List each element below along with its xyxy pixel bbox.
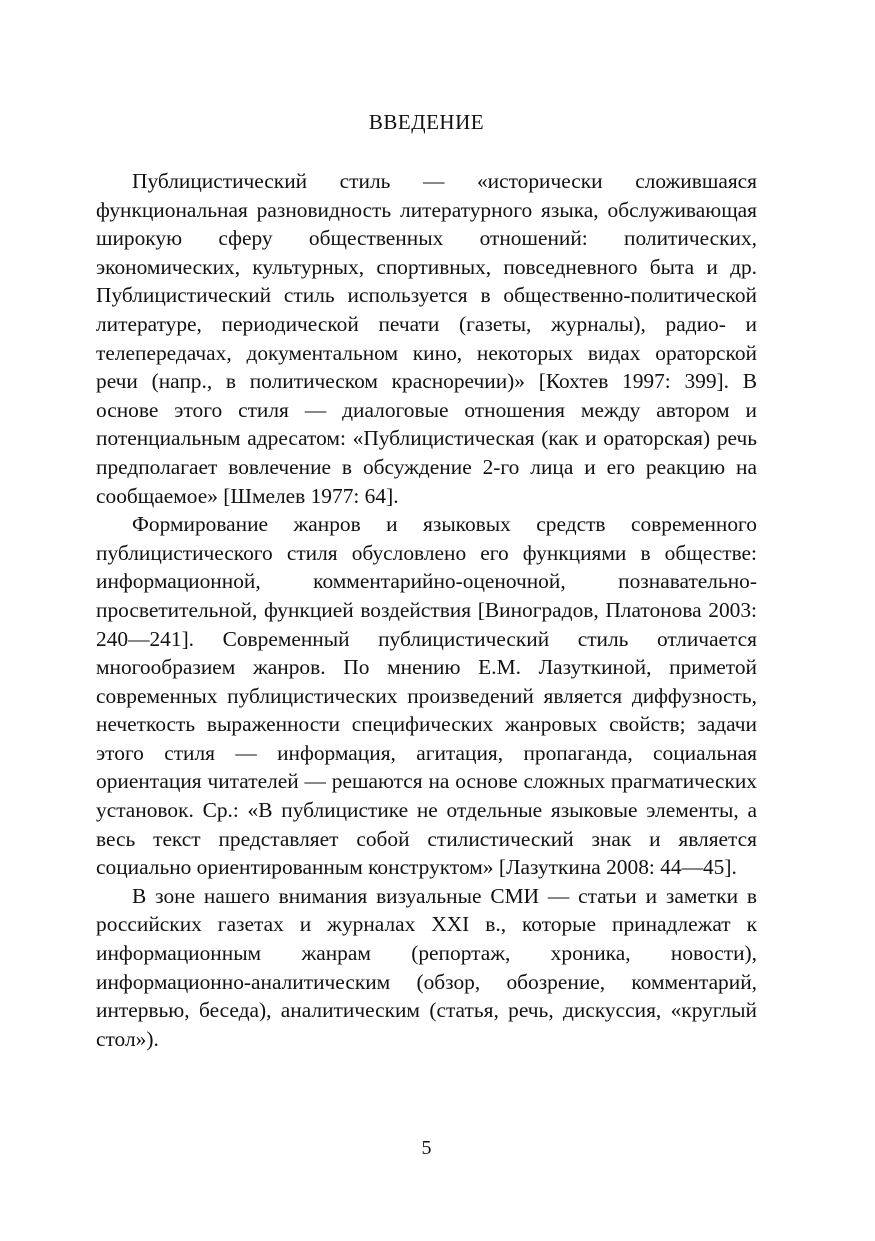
- document-page: [96, 0, 757, 1241]
- paragraph-3: В зоне нашего внимания визуальные СМИ — статьи и заметки в российских газетах и журналах XXI в., которые принадлежат к информационным жанрам (репортаж, хроника, новости), информационно-аналитическим (обзор, обозрение, комментарий, интервью, беседа), аналитическим (статья, речь, дискуссия, «круглый стол»).: [96, 883, 757, 1051]
- body-text: [96, 167, 757, 1053]
- page-title: ВВЕДЕНИЕ: [368, 110, 485, 134]
- paragraph-2: Формирование жанров и языковых средств современного публицистического стиля обусловлено его функциями в обществе: информационной, комментарийно-оценочной, познавательно-просветительной, функцией воздействия [Виноградов, Платонова 2003: 240—241]. Современный публицистический стиль отличается многообразием жанров. По мнению Е.М. Лазуткиной, приметой современных публицистических произведений является диффузность, нечеткость выраженности специфических жанровых свойств; задачи этого стиля — информация, агитация, пропаганда, социальная ориентация читателей — решаются на основе сложных прагматических установок. Ср.: «В публицистике не отдельные языковые элементы, а весь текст представляет собой стилистический знак и является социально ориентированным конструктом» [Лазуткина 2008: 44—45].: [96, 512, 757, 880]
- paragraph-1: Публицистический стиль — «исторически сложившаяся функциональная разновидность литературного языка, обслуживающая широкую сферу общественных отношений: политических, экономических, культурных, спортивных, повседневного быта и др. Публицистический стиль используется в общественно-политической литературе, периодической печати (газеты, журналы), радио- и телепередачах, документальном кино, некоторых видах ораторской речи (напр., в политическом красноречии)» [Кохтев 1997: 399]. В основе этого стиля — диалоговые отношения между автором и потенциальным адресатом: «Публицистическая (как и ораторская) речь предполагает вовлечение в обсуждение 2-го лица и его реакцию на сообщаемое» [Шмелев 1977: 64].: [96, 169, 757, 508]
- page-number: 5: [421, 1137, 432, 1159]
